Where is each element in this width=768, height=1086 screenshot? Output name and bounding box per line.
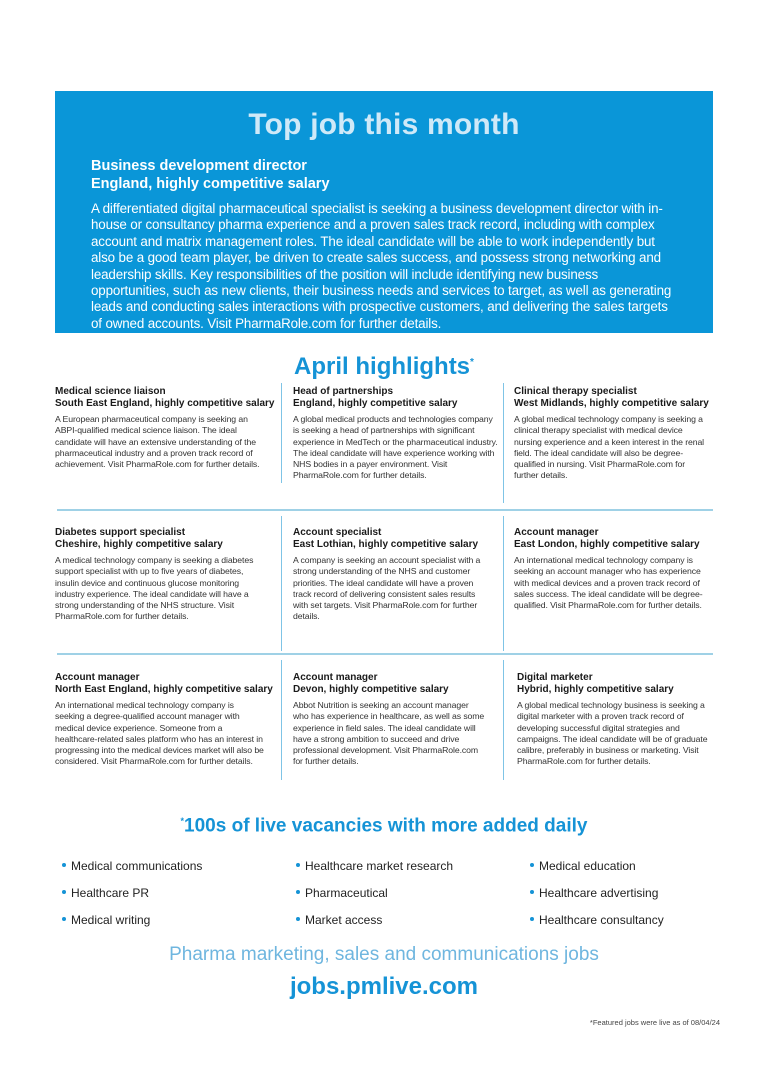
job-description: An international medical technology company is seeking a degree-qualified account manager with medical device experience. Someone from a healthcare-related sales platform who has an interest in progressing into the medical devices market will also be considered. Visit PharmaRole.com for further details.	[55, 700, 264, 767]
bullet-icon	[296, 917, 300, 921]
top-job-description: A differentiated digital pharmaceutical specialist is seeking a business development director with in-house or consultancy pharma experience and a proven sales track record, including with complex account and matrix management roles. The ideal candidate will be able to work independently but also be a good team player, be driven to create sales success, and possess strong networking and leadership skills. Key responsibilities of the position will include identifying new business opportunities, such as new clients, their business needs and services to target, as well as generating leads and conducting sales interactions with prospective customers, and delivering the sales targets of owned accounts. Visit PharmaRole.com for further details.	[91, 201, 672, 331]
job-card	[293, 383, 503, 482]
job-title: Clinical therapy specialist	[514, 386, 637, 397]
grid-divider-vertical	[503, 516, 504, 651]
job-description: Abbot Nutrition is seeking an account manager who has experience in healthcare, as well as some experience in field sales. The ideal candidate will have a strong ambition to succeed and drive professional development. Visit PharmaRole.com for further details.	[293, 700, 485, 767]
job-description: A global medical technology business is seeking a digital marketer with a proven track record of developing successful digital strategies and campaigns. The ideal candidate will be of graduate calibre, preferably in business or marketing. Visit PharmaRole.com for further details.	[517, 700, 708, 767]
bullet-icon	[62, 863, 66, 867]
bullet-icon	[530, 863, 534, 867]
job-card	[55, 669, 277, 768]
job-description: A medical technology company is seeking a diabetes support specialist with up to five years of diabetes, insulin device and continuous glucose monitoring industry experience. The ideal candidate will have a strong understanding of the NHS structure. Visit PharmaRole.com for further details.	[55, 555, 254, 622]
top-job-location: England, highly competitive salary	[91, 176, 330, 192]
job-title: Medical science liaison	[55, 386, 166, 397]
job-location: East London, highly competitive salary	[514, 539, 700, 550]
job-location: Hybrid, highly competitive salary	[517, 684, 674, 695]
top-job-heading: Top job this month	[248, 108, 520, 141]
job-card	[517, 669, 722, 768]
job-description: A company is seeking an account specialist with a strong understanding of the NHS and customer priorities. The ideal candidate will have a proven track record of delivering consistent sales results with set targets. Visit PharmaRole.com for further details.	[293, 555, 481, 622]
category-column	[530, 853, 664, 934]
job-card	[55, 383, 275, 470]
job-location: England, highly competitive salary	[293, 398, 458, 409]
top-job-box	[55, 91, 713, 333]
highlights-grid	[55, 383, 716, 783]
category-item: Medical writing	[62, 907, 202, 934]
bullet-icon	[530, 917, 534, 921]
category-column	[296, 853, 453, 934]
job-title: Account manager	[514, 527, 599, 538]
job-location: East Lothian, highly competitive salary	[293, 539, 479, 550]
bullet-icon	[62, 890, 66, 894]
job-location: Cheshire, highly competitive salary	[55, 539, 223, 550]
job-location: North East England, highly competitive salary	[55, 684, 273, 695]
bullet-icon	[296, 863, 300, 867]
job-location: South East England, highly competitive salary	[55, 398, 275, 409]
grid-divider-vertical	[281, 516, 282, 651]
top-job-title: Business development director	[91, 158, 307, 174]
job-title: Digital marketer	[517, 672, 593, 683]
job-title: Account manager	[293, 672, 378, 683]
category-item: Market access	[296, 907, 453, 934]
category-item: Healthcare PR	[62, 880, 202, 907]
footnote: *Featured jobs were live as of 08/04/24	[589, 1018, 720, 1027]
job-title: Head of partnerships	[293, 386, 394, 397]
grid-divider-vertical	[503, 660, 504, 780]
vacancies-asterisk: *	[180, 816, 185, 826]
job-card	[514, 383, 719, 482]
job-title: Account manager	[55, 672, 140, 683]
vacancies-heading	[0, 808, 768, 839]
grid-divider-vertical	[503, 383, 504, 503]
job-description: An international medical technology company is seeking an account manager who has experience with medical devices and a proven track record of sales success. The ideal candidate will be degree-qualified. Visit PharmaRole.com for further details.	[514, 555, 703, 611]
job-location: West Midlands, highly competitive salary	[514, 398, 709, 409]
highlights-asterisk: *	[470, 357, 474, 368]
grid-divider-horizontal	[57, 509, 713, 511]
bullet-icon	[296, 890, 300, 894]
category-item: Medical communications	[62, 853, 202, 880]
grid-divider-vertical	[281, 660, 282, 780]
grid-divider-horizontal	[57, 653, 713, 655]
tagline: Pharma marketing, sales and communications jobs	[169, 944, 599, 965]
job-description: A European pharmaceutical company is seeking an ABPI-qualified medical science liaison. The ideal candidate will have an extensive understanding of the pharmaceutical industry and a proven track record of achievement. Visit PharmaRole.com for further details.	[55, 414, 260, 470]
category-item: Pharmaceutical	[296, 880, 453, 907]
job-card	[293, 524, 503, 623]
job-description: A global medical products and technologies company is seeking a head of partnerships with significant experience in MedTech or the pharmaceutical industry. The ideal candidate will have experience working with NHS bodies in a payer environment. Visit PharmaRole.com for further details.	[293, 414, 498, 481]
job-card	[514, 524, 719, 611]
category-item: Healthcare advertising	[530, 880, 664, 907]
bullet-icon	[62, 917, 66, 921]
highlights-heading-text: April highlights	[294, 353, 471, 380]
highlights-heading	[0, 348, 768, 382]
bullet-icon	[530, 890, 534, 894]
job-card	[55, 524, 275, 623]
site-url-link[interactable]: jobs.pmlive.com	[289, 973, 479, 1000]
vacancies-heading-text: 100s of live vacancies with more added daily	[184, 815, 588, 837]
category-item: Healthcare consultancy	[530, 907, 664, 934]
grid-divider-vertical	[281, 383, 282, 483]
job-title: Diabetes support specialist	[55, 527, 186, 538]
category-item: Medical education	[530, 853, 664, 880]
job-description: A global medical technology company is seeking a clinical therapy specialist with medical device nursing experience and a keen interest in the renal field. The ideal candidate will also be degree-qualified in nursing. Visit PharmaRole.com for further details.	[514, 414, 705, 481]
category-item: Healthcare market research	[296, 853, 453, 880]
job-title: Account specialist	[293, 527, 382, 538]
category-column	[62, 853, 202, 934]
job-location: Devon, highly competitive salary	[293, 684, 449, 695]
job-card	[293, 669, 503, 768]
